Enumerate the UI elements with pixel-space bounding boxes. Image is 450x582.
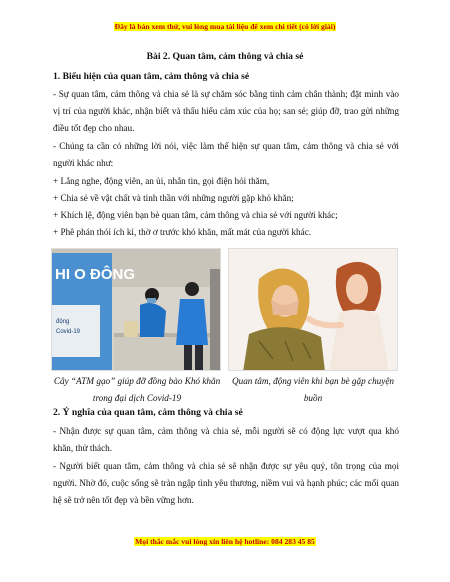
bullet-item-1: + Lắng nghe, động viên, an ủi, nhắn tin, gọi điện hỏi thăm, [53,176,270,186]
comfort-friend-photo [228,248,398,371]
section2-paragraph-2: - Người biết quan tâm, cảm thông và chia sẻ sẽ nhận được sự yêu quý, tôn trọng của mọi người. Nhờ đó, cuộc sống sẽ tràn ngập tình yêu thương, niềm vui và hạnh phúc; các mối quan hệ sẽ trở nên tốt đẹp và bền vững hơn. [53,461,399,506]
left-photo-caption: Cây “ATM gạo” giúp đỡ đồng bào Khó khăn trong đại dịch Covid-19 [53,376,221,403]
lesson-title: Bài 2. Quan tâm, cảm thông và chia sẻ [146,51,304,62]
section1-paragraph-2: - Chúng ta cần có những lời nói, việc làm thể hiện sự quan tâm, cảm thông và chia sẻ với người khác như: [53,141,399,169]
bullet-item-4: + Phê phán thói ích kỉ, thờ ơ trước khó khăn, mất mát của người khác. [53,227,312,237]
right-photo-caption: Quan tâm, động viên khi bạn bè gặp chuyện buồn [231,376,395,403]
sign-text-2: động [56,319,70,325]
bullet-item-3: + Khích lệ, động viên bạn bè quan tâm, cảm thông và chia sẻ với người khác; [53,210,338,220]
preview-banner-text: Đây là bản xem thử, vui lòng mua tài liệu để xem chi tiết (có lời giải) [114,22,336,31]
section2-heading: 2. Ý nghĩa của quan tâm, cảm thông và chia sẻ [53,407,243,418]
hotline-banner-text: Mọi thắc mắc vui lòng xin liên hệ hotline: 084 283 45 85 [135,537,315,546]
hotline-banner [0,537,450,546]
comfort-friend-illustration [229,249,398,371]
section2-paragraph-1: - Nhận được sự quan tâm, cảm thông và chia sẻ, mỗi người sẽ có động lực vượt qua khó khăn, thử thách. [53,426,399,454]
section1-heading: 1. Biểu hiện của quan tâm, cảm thông và chia sẻ [53,71,250,82]
section1-paragraph-1: - Sự quan tâm, cảm thông và chia sẻ là sự chăm sóc bằng tình cảm chân thành; đặt mình vào vị trí của người khác, nhận biết và thấu hiểu cảm xúc của họ; san sẻ; giúp đỡ, trao gửi những điều tốt đẹp cho nhau. [53,89,399,134]
preview-banner [0,22,450,31]
rice-atm-photo [51,248,221,371]
sign-text-3: Covid-19 [56,329,81,335]
bullet-item-2: + Chia sẻ về vật chất và tinh thần với những người gặp khó khăn; [53,193,294,203]
rice-atm-illustration [52,249,221,371]
sign-text-1: HI O ĐÔNG [55,266,136,283]
